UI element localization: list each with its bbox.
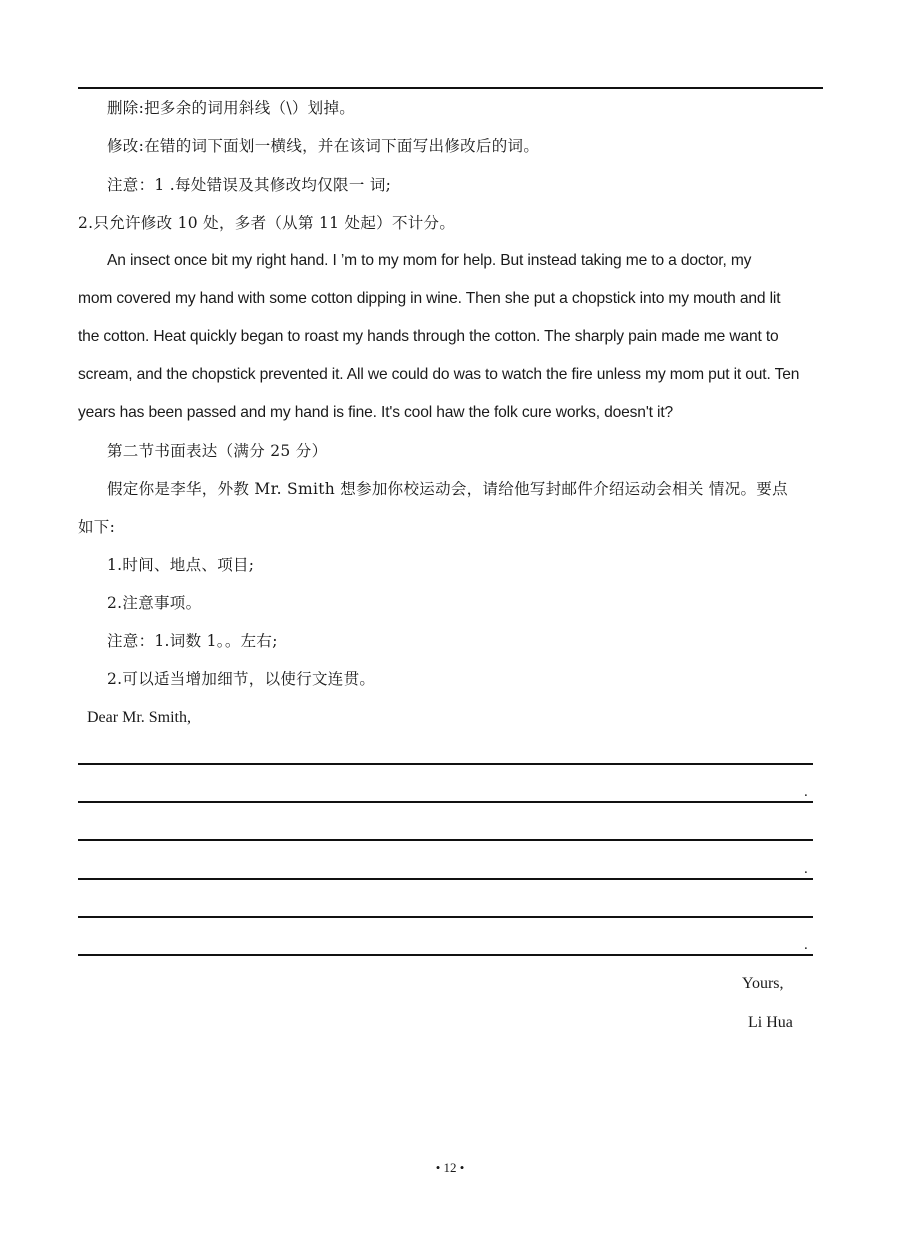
answer-line-period-1: . — [804, 784, 808, 800]
instruction-modify: 修改:在错的词下面划一横线，并在该词下面写出修改后的词。 — [107, 137, 540, 155]
answer-line-2 — [78, 801, 813, 803]
answer-line-period-3: . — [804, 937, 808, 953]
page-number: • 12 • — [435, 1160, 465, 1175]
section-heading: 第二节书面表达（满分 25 分） — [107, 442, 328, 460]
point-1: 1.时间、地点、项目; — [107, 556, 255, 574]
point-2: 2.注意事项。 — [107, 594, 202, 612]
writing-note-1: 注意：1.词数 1。。左右; — [107, 632, 278, 650]
answer-line-5 — [78, 916, 813, 918]
writing-note-2: 2.可以适当增加细节，以使行文连贯。 — [107, 670, 376, 688]
answer-line-period-2: . — [804, 861, 808, 877]
instruction-note-2: 2.只允许修改 10 处，多者（从第 11 处起）不计分。 — [78, 214, 456, 232]
greeting: Dear Mr. Smith, — [87, 709, 191, 726]
answer-line-6 — [78, 954, 813, 956]
passage-line-5: years has been passed and my hand is fine. It's cool haw the folk cure works, doesn't it? — [78, 404, 674, 421]
prompt-line-2: 如下: — [78, 518, 116, 536]
prompt-line-1: 假定你是李华，外教 Mr. Smith 想参加你校运动会，请给他写封邮件介绍运动会相关 情况。要点 — [107, 480, 788, 498]
signature: Li Hua — [748, 1014, 793, 1031]
passage-line-3: the cotton. Heat quickly began to roast my hands through the cotton. The sharply pain made me want to — [78, 328, 779, 345]
answer-line-1 — [78, 763, 813, 765]
passage-line-4: scream, and the chopstick prevented it. All we could do was to watch the fire unless my mom put it out. Ten — [78, 366, 800, 383]
passage-line-1: An insect once bit my right hand. I ’m to my mom for help. But instead taking me to a doctor, my — [107, 252, 752, 269]
answer-line-4 — [78, 878, 813, 880]
instruction-delete: 删除:把多余的词用斜线（\）划掉。 — [107, 99, 356, 117]
instruction-note-1: 注意：1 .每处错误及其修改均仅限一 词; — [107, 176, 392, 194]
answer-line-3 — [78, 839, 813, 841]
passage-line-2: mom covered my hand with some cotton dipping in wine. Then she put a chopstick into my mouth and lit — [78, 290, 781, 307]
top-rule — [78, 87, 823, 89]
closing: Yours, — [742, 975, 784, 992]
